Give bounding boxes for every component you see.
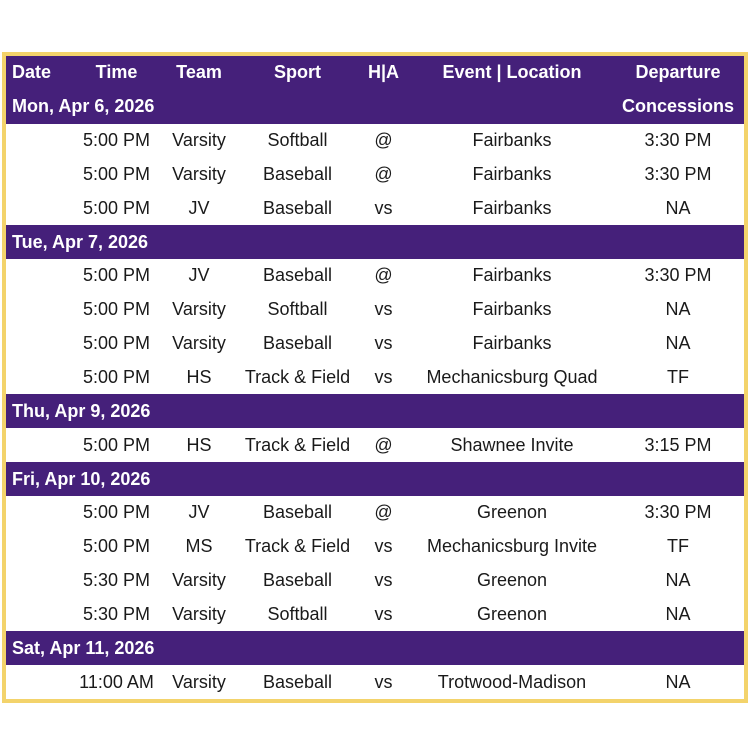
date-label: Thu, Apr 9, 2026 bbox=[6, 394, 744, 428]
empty-date-cell bbox=[6, 530, 75, 564]
team-cell: Varsity bbox=[172, 671, 226, 692]
empty-date-cell bbox=[6, 598, 75, 632]
team-cell: Varsity bbox=[172, 333, 226, 354]
departure-cell: 3:15 PM bbox=[644, 434, 712, 455]
home-away-cell: @ bbox=[374, 130, 393, 151]
sport-cell: Baseball bbox=[262, 163, 333, 184]
departure-cell: NA bbox=[665, 299, 691, 320]
sport-cell: Baseball bbox=[262, 570, 333, 591]
date-label: Fri, Apr 10, 2026 bbox=[6, 462, 744, 496]
home-away-cell: vs bbox=[374, 333, 393, 354]
game-row bbox=[6, 259, 744, 293]
time-cell: 5:00 PM bbox=[82, 333, 151, 354]
schedule-frame bbox=[2, 52, 748, 703]
time-cell: 5:30 PM bbox=[82, 603, 151, 624]
team-cell: MS bbox=[185, 536, 213, 557]
date-row bbox=[6, 631, 744, 665]
game-row bbox=[6, 124, 744, 158]
event-location-cell: Fairbanks bbox=[472, 299, 552, 320]
event-location-cell: Shawnee Invite bbox=[450, 434, 574, 455]
header-date: Date bbox=[6, 56, 75, 90]
team-cell: JV bbox=[188, 197, 210, 218]
home-away-cell: vs bbox=[374, 367, 393, 388]
game-row bbox=[6, 665, 744, 699]
game-row bbox=[6, 598, 744, 632]
team-cell: JV bbox=[188, 502, 210, 523]
time-cell: 5:00 PM bbox=[82, 130, 151, 151]
game-row bbox=[6, 361, 744, 395]
departure-cell: NA bbox=[665, 671, 691, 692]
header-row bbox=[6, 56, 744, 90]
empty-date-cell bbox=[6, 361, 75, 395]
empty-date-cell bbox=[6, 158, 75, 192]
sport-cell: Softball bbox=[267, 130, 328, 151]
departure-cell: 3:30 PM bbox=[644, 130, 712, 151]
sport-cell: Baseball bbox=[262, 671, 333, 692]
game-row bbox=[6, 530, 744, 564]
date-row bbox=[6, 394, 744, 428]
sport-cell: Track & Field bbox=[244, 367, 351, 388]
departure-cell: TF bbox=[667, 536, 689, 557]
sport-cell: Softball bbox=[267, 299, 328, 320]
team-cell: Varsity bbox=[172, 130, 226, 151]
game-row bbox=[6, 496, 744, 530]
departure-cell: NA bbox=[665, 603, 691, 624]
game-row bbox=[6, 564, 744, 598]
sport-cell: Baseball bbox=[262, 197, 333, 218]
departure-cell: NA bbox=[665, 333, 691, 354]
home-away-cell: @ bbox=[374, 163, 393, 184]
date-label: Tue, Apr 7, 2026 bbox=[6, 225, 744, 259]
time-cell: 11:00 AM bbox=[79, 671, 154, 692]
empty-date-cell bbox=[6, 259, 75, 293]
team-cell: Varsity bbox=[172, 163, 226, 184]
event-location-cell: Mechanicsburg Quad bbox=[426, 367, 598, 388]
header-ha: H|A bbox=[355, 56, 412, 90]
time-cell: 5:00 PM bbox=[82, 299, 151, 320]
event-location-cell: Greenon bbox=[476, 603, 548, 624]
event-location-cell: Fairbanks bbox=[472, 197, 552, 218]
game-row bbox=[6, 158, 744, 192]
sport-cell: Baseball bbox=[262, 502, 333, 523]
time-cell: 5:00 PM bbox=[82, 163, 151, 184]
game-row bbox=[6, 428, 744, 462]
home-away-cell: vs bbox=[374, 570, 393, 591]
sport-cell: Softball bbox=[267, 603, 328, 624]
header-event: Event | Location bbox=[412, 56, 612, 90]
sport-cell: Track & Field bbox=[244, 536, 351, 557]
home-away-cell: vs bbox=[374, 536, 393, 557]
event-location-cell: Greenon bbox=[476, 570, 548, 591]
sport-cell: Track & Field bbox=[244, 434, 351, 455]
event-location-cell: Trotwood-Madison bbox=[437, 671, 587, 692]
team-cell: JV bbox=[188, 265, 210, 286]
date-row bbox=[6, 462, 744, 496]
date-row bbox=[6, 225, 744, 259]
team-cell: HS bbox=[186, 434, 212, 455]
time-cell: 5:00 PM bbox=[82, 367, 151, 388]
time-cell: 5:00 PM bbox=[82, 197, 151, 218]
sport-cell: Baseball bbox=[262, 265, 333, 286]
event-location-cell: Fairbanks bbox=[472, 130, 552, 151]
home-away-cell: vs bbox=[374, 603, 393, 624]
event-location-cell: Mechanicsburg Invite bbox=[426, 536, 598, 557]
date-row bbox=[6, 90, 744, 124]
empty-date-cell bbox=[6, 327, 75, 361]
event-location-cell: Fairbanks bbox=[472, 333, 552, 354]
departure-cell: NA bbox=[665, 197, 691, 218]
home-away-cell: @ bbox=[374, 502, 393, 523]
empty-date-cell bbox=[6, 428, 75, 462]
team-cell: Varsity bbox=[172, 570, 226, 591]
departure-cell: 3:30 PM bbox=[644, 163, 712, 184]
departure-cell: TF bbox=[667, 367, 689, 388]
event-location-cell: Greenon bbox=[476, 502, 548, 523]
event-location-cell: Fairbanks bbox=[472, 265, 552, 286]
home-away-cell: vs bbox=[374, 197, 393, 218]
home-away-cell: vs bbox=[374, 671, 393, 692]
time-cell: 5:30 PM bbox=[82, 570, 151, 591]
empty-date-cell bbox=[6, 564, 75, 598]
home-away-cell: @ bbox=[374, 434, 393, 455]
game-row bbox=[6, 293, 744, 327]
team-cell: Varsity bbox=[172, 299, 226, 320]
team-cell: Varsity bbox=[172, 603, 226, 624]
time-cell: 5:00 PM bbox=[82, 265, 151, 286]
header-sport: Sport bbox=[240, 56, 355, 90]
empty-date-cell bbox=[6, 293, 75, 327]
date-label: Sat, Apr 11, 2026 bbox=[6, 631, 744, 665]
schedule-table bbox=[6, 56, 744, 699]
empty-date-cell bbox=[6, 665, 75, 699]
home-away-cell: @ bbox=[374, 265, 393, 286]
header-team: Team bbox=[158, 56, 240, 90]
departure-cell: NA bbox=[665, 570, 691, 591]
event-location-cell: Fairbanks bbox=[472, 163, 552, 184]
time-cell: 5:00 PM bbox=[82, 536, 151, 557]
time-cell: 5:00 PM bbox=[82, 502, 151, 523]
header-departure: Departure bbox=[612, 56, 744, 90]
departure-cell: 3:30 PM bbox=[644, 265, 712, 286]
date-label: Mon, Apr 6, 2026 bbox=[6, 90, 612, 124]
header-time: Time bbox=[75, 56, 158, 90]
header-concessions: Concessions bbox=[612, 90, 744, 124]
sport-cell: Baseball bbox=[262, 333, 333, 354]
team-cell: HS bbox=[186, 367, 212, 388]
time-cell: 5:00 PM bbox=[82, 434, 151, 455]
empty-date-cell bbox=[6, 496, 75, 530]
game-row bbox=[6, 327, 744, 361]
empty-date-cell bbox=[6, 124, 75, 158]
game-row bbox=[6, 191, 744, 225]
home-away-cell: vs bbox=[374, 299, 393, 320]
departure-cell: 3:30 PM bbox=[644, 502, 712, 523]
empty-date-cell bbox=[6, 191, 75, 225]
